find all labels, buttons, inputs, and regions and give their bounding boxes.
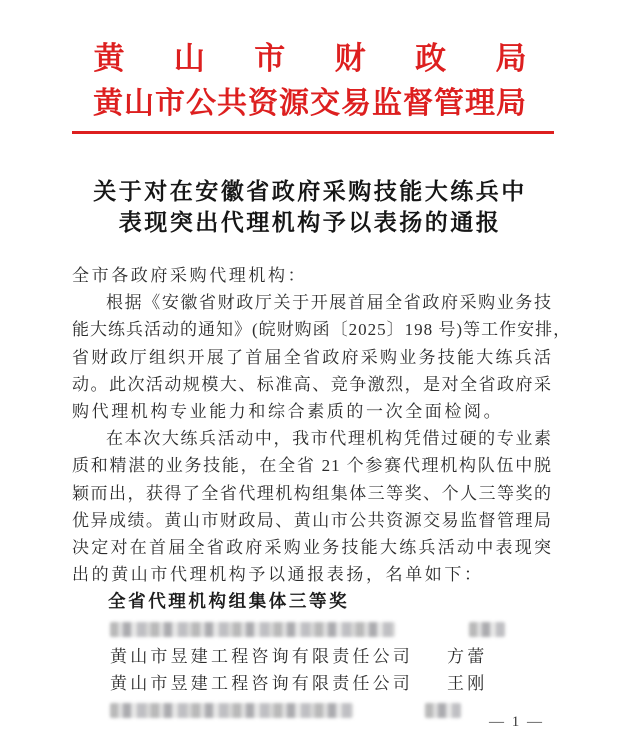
awardee-name: 方蕾 [447, 646, 488, 666]
award-row [110, 670, 552, 697]
company-name: 黄山市昱建工程咨询有限责任公司 [110, 674, 413, 694]
paragraph-line: 购代理机构专业能力和综合素质的一次全面检阅。 [72, 402, 504, 422]
document-body [72, 262, 572, 724]
page-number: — 1 — [489, 714, 544, 730]
issuer-line-2: 黄山市公共资源交易监督管理局 [93, 87, 527, 120]
award-row-redacted [110, 697, 552, 724]
redacted-awardee-name [425, 703, 461, 718]
body-paragraph-2 [72, 425, 552, 588]
paragraph-line: 出的黄山市代理机构予以通报表扬，名单如下： [72, 565, 484, 585]
award-heading: 全省代理机构组集体三等奖 [108, 591, 350, 612]
document-title [0, 176, 620, 238]
issuer-line-1: 黄 山 市 财 政 局 [93, 41, 527, 76]
paragraph-line: 省财政厅组织开展了首届全省政府采购业务技能大练兵活 [72, 347, 552, 367]
paragraph-line: 动。此次活动规模大、标准高、竞争激烈，是对全省政府采 [72, 374, 552, 394]
company-name: 黄山市昱建工程咨询有限责任公司 [110, 646, 413, 666]
paragraph-line: 能大练兵活动的通知》(皖财购函〔2025〕198 号)等工作安排， [72, 320, 572, 340]
paragraph-line: 颖而出，获得了全省代理机构组集体三等奖、个人三等奖的 [72, 483, 552, 503]
paragraph-line: 质和精湛的业务技能，在全省 21 个参赛代理机构队伍中脱 [72, 456, 552, 476]
award-list [72, 616, 552, 725]
body-paragraph-1 [72, 289, 572, 425]
paragraph-line: 在本次大练兵活动中，我市代理机构凭借过硬的专业素 [106, 429, 552, 449]
redacted-awardee-name [469, 622, 505, 637]
redacted-company-name [110, 703, 353, 718]
paragraph-line: 优异成绩。黄山市财政局、黄山市公共资源交易监督管理局 [72, 510, 552, 530]
salutation: 全市各政府采购代理机构： [72, 266, 308, 285]
award-row [110, 643, 552, 670]
document-title-line-1: 关于对在安徽省政府采购技能大练兵中 [93, 179, 527, 204]
letterhead-divider [72, 131, 554, 134]
document-title-line-2: 表现突出代理机构予以表扬的通报 [118, 210, 502, 235]
redacted-company-name [110, 622, 395, 637]
paragraph-line: 决定对在首届全省政府采购业务技能大练兵活动中表现突 [72, 538, 552, 558]
letterhead [0, 0, 620, 134]
paragraph-line: 根据《安徽省财政厅关于开展首届全省政府采购业务技 [106, 293, 552, 313]
award-row-redacted [110, 616, 552, 643]
awardee-name: 王刚 [447, 674, 488, 694]
